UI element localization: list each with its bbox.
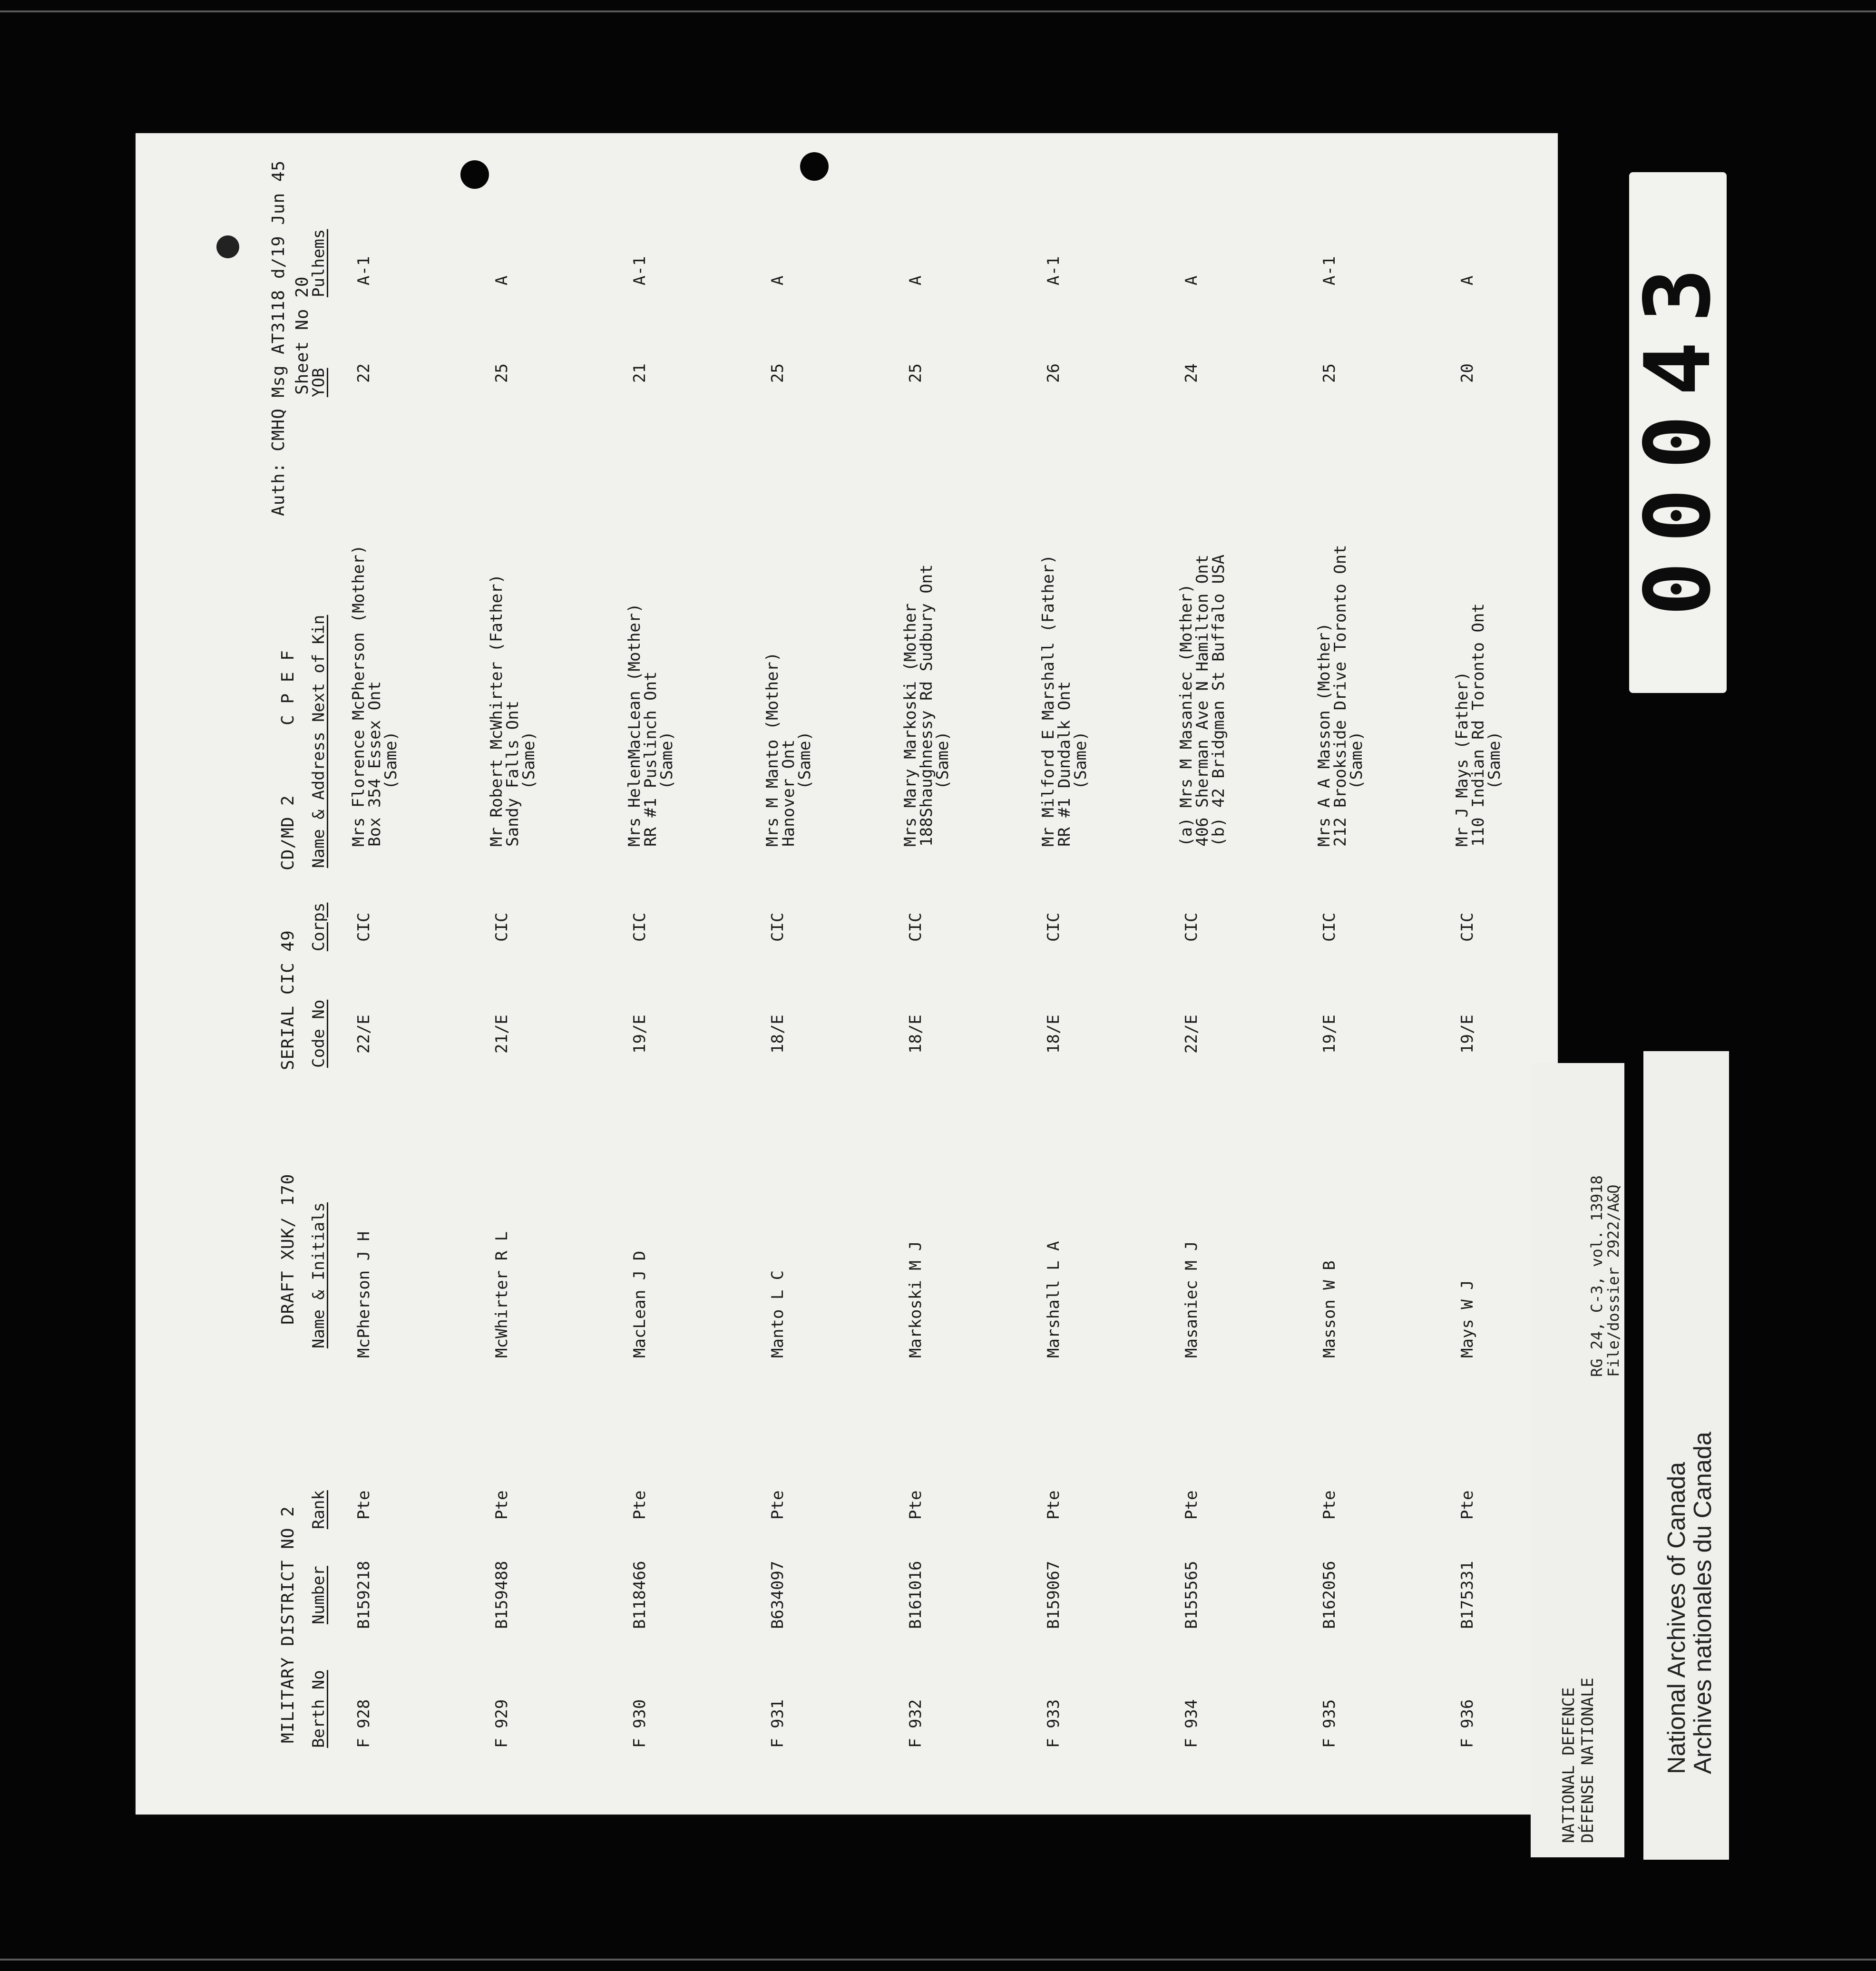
nok-line: Mrs Mary Markoski (Mother [901, 603, 920, 847]
punch-hole [460, 160, 489, 189]
nok-cell [1040, 555, 1089, 847]
col-code: Code No [309, 999, 328, 1068]
cd-md: CD/MD 2 [278, 795, 298, 870]
pulhems-cell: A-1 [1044, 256, 1063, 285]
yob-cell: 25 [768, 363, 787, 383]
corps-cell: CIC [768, 912, 787, 942]
yob-cell: 22 [354, 363, 373, 383]
nok-line: Sandy Falls Ont [503, 700, 522, 847]
name-cell: McPherson J H [354, 1231, 373, 1358]
pulhems-cell: A [1182, 275, 1201, 285]
serial-number: SERIAL CIC 49 [278, 930, 298, 1070]
nok-cell [902, 564, 951, 847]
yob-cell: 21 [630, 363, 649, 383]
archives-label [1643, 1051, 1729, 1860]
corps-cell: CIC [1320, 912, 1339, 942]
code-cell: 18/E [1044, 1015, 1063, 1054]
name-cell: Manto L C [768, 1270, 787, 1358]
nok-line: 212 Brookside Drive Toronto Ont [1331, 545, 1350, 847]
sheet-number: Sheet No 20 [293, 276, 312, 395]
yob-cell: 24 [1182, 363, 1201, 383]
nok-line: (Same) [519, 731, 538, 790]
col-nok: Name & Address Next of Kin [309, 615, 328, 868]
nok-cell [489, 574, 537, 847]
rank-cell: Pte [906, 1490, 925, 1520]
corps-cell: CIC [354, 912, 373, 942]
number-cell: B634097 [768, 1561, 787, 1629]
col-yob: YOB [309, 368, 328, 397]
berth-cell: F 936 [1458, 1699, 1477, 1748]
defence-line-1: NATIONAL DEFENCE [1559, 1687, 1578, 1843]
number-cell: B159067 [1044, 1561, 1063, 1629]
yob-cell: 20 [1458, 363, 1477, 383]
nok-cell [1454, 603, 1503, 847]
nok-line: (a) Mrs M Masaniec (Mother) [1177, 584, 1196, 847]
defence-ref-2: File/dossier 2922/A&Q [1604, 1184, 1622, 1377]
rank-cell: Pte [1044, 1490, 1063, 1520]
col-pulhems: Pulhems [309, 229, 328, 297]
corps-cell: CIC [1458, 912, 1477, 942]
name-cell: Mays W J [1458, 1280, 1477, 1358]
archives-line-1: National Archives of Canada [1663, 1462, 1690, 1774]
nok-line: Box 354 Essex Ont [365, 681, 384, 847]
nok-line: (b) 42 Bridgman St Buffalo USA [1209, 554, 1228, 847]
rank-cell: Pte [630, 1490, 649, 1520]
name-cell: Masaniec M J [1182, 1241, 1201, 1358]
name-cell: Marshall L A [1044, 1241, 1063, 1358]
punch-hole [216, 235, 239, 258]
nok-line: 188Shaughnessy Rd Sudbury Ont [917, 564, 936, 847]
yob-cell: 25 [1320, 363, 1339, 383]
film-edge-bottom [0, 1959, 1876, 1961]
corps-cell: CIC [906, 912, 925, 942]
berth-cell: F 933 [1044, 1699, 1063, 1748]
corps-cell: CIC [630, 912, 649, 942]
nok-line: Mrs Florence McPherson (Mother) [349, 545, 368, 847]
code-cell: 21/E [492, 1015, 511, 1054]
defence-line-2: DÉFENSE NATIONALE [1578, 1678, 1597, 1843]
cpef: C P E F [278, 650, 298, 725]
nok-cell [764, 652, 813, 847]
code-cell: 22/E [354, 1015, 373, 1054]
pulhems-cell: A [1458, 275, 1477, 285]
berth-cell: F 932 [906, 1699, 925, 1748]
code-cell: 19/E [1320, 1015, 1339, 1054]
nok-line: (Same) [795, 731, 814, 790]
rank-cell: Pte [1182, 1490, 1201, 1520]
nok-cell [351, 545, 399, 847]
number-cell: B155565 [1182, 1561, 1201, 1629]
col-number: Number [309, 1566, 328, 1624]
nok-line: Mr Milford E Marshall (Father) [1039, 554, 1058, 847]
col-corps: Corps [309, 902, 328, 951]
number-cell: B161016 [906, 1561, 925, 1629]
nok-line: (Same) [933, 731, 952, 790]
code-cell: 19/E [1458, 1015, 1477, 1054]
defence-label-text [1540, 1082, 1621, 1843]
nok-line: (Same) [657, 731, 676, 790]
nok-cell [1178, 555, 1227, 847]
nok-line: Mrs M Manto (Mother) [763, 652, 782, 847]
nok-line: Mrs A A Masson (Mother) [1315, 623, 1334, 847]
name-cell: Masson W B [1320, 1260, 1339, 1358]
nok-cell [1316, 545, 1365, 847]
code-cell: 18/E [906, 1015, 925, 1054]
corps-cell: CIC [1182, 912, 1201, 942]
rank-cell: Pte [354, 1490, 373, 1520]
nok-line: Hanover Ont [779, 739, 798, 847]
number-cell: B159218 [354, 1561, 373, 1629]
frame-number: 00043 [1625, 249, 1730, 616]
number-cell: B159488 [492, 1561, 511, 1629]
nok-line: (Same) [381, 731, 401, 790]
nok-line: RR #1 Dundalk Ont [1055, 681, 1074, 847]
archives-line-2: Archives nationales du Canada [1689, 1432, 1717, 1774]
film-edge-top [0, 10, 1876, 12]
pulhems-cell: A [906, 275, 925, 285]
pulhems-cell: A [492, 275, 511, 285]
pulhems-cell: A-1 [630, 256, 649, 285]
nok-line: 406 Sherman Ave N Hamilton Ont [1193, 554, 1212, 847]
code-cell: 22/E [1182, 1015, 1201, 1054]
berth-cell: F 929 [492, 1699, 511, 1748]
number-cell: B175331 [1458, 1561, 1477, 1629]
draft-number: DRAFT XUK/ 170 [278, 1173, 298, 1325]
pulhems-cell: A-1 [1320, 256, 1339, 285]
nok-line: (Same) [1485, 731, 1504, 790]
name-cell: Markoski M J [906, 1241, 925, 1358]
berth-cell: F 928 [354, 1699, 373, 1748]
berth-cell: F 930 [630, 1699, 649, 1748]
nok-line: (Same) [1071, 731, 1090, 790]
draft-sheet-content [136, 133, 1558, 1815]
number-cell: B118466 [630, 1561, 649, 1629]
code-cell: 19/E [630, 1015, 649, 1054]
yob-cell: 25 [492, 363, 511, 383]
corps-cell: CIC [492, 912, 511, 942]
nok-line: (Same) [1347, 731, 1366, 790]
name-cell: MacLean J D [630, 1250, 649, 1358]
pulhems-cell: A-1 [354, 256, 373, 285]
nok-line: Mr Robert McWhirter (Father) [487, 574, 506, 847]
punch-hole [800, 152, 829, 181]
district-title: MILITARY DISTRICT NO 2 [278, 1506, 298, 1743]
defence-ref-1: RG 24, C-3, vol. 13918 [1588, 1175, 1606, 1377]
number-cell: B162056 [1320, 1561, 1339, 1629]
defence-label [1531, 1063, 1624, 1857]
auth-reference: Auth: CMHQ Msg AT3118 d/19 Jun 45 [269, 160, 288, 516]
rank-cell: Pte [768, 1490, 787, 1520]
pulhems-cell: A [768, 275, 787, 285]
frame-number-card [1625, 172, 1730, 693]
nok-line: RR #1 Puslinch Ont [641, 671, 660, 847]
nok-cell [626, 603, 675, 847]
nok-line: 110 Indian Rd Toronto Ont [1469, 603, 1488, 847]
col-name: Name & Initials [309, 1202, 328, 1348]
yob-cell: 26 [1044, 363, 1063, 383]
nok-line: Mrs HelenMacLean (Mother) [625, 603, 644, 847]
corps-cell: CIC [1044, 912, 1063, 942]
col-rank: Rank [309, 1490, 328, 1529]
archives-label-text [1658, 1061, 1729, 1774]
berth-cell: F 931 [768, 1699, 787, 1748]
rank-cell: Pte [1320, 1490, 1339, 1520]
nok-line: Mr J Mays (Father) [1453, 671, 1472, 847]
berth-cell: F 935 [1320, 1699, 1339, 1748]
rank-cell: Pte [492, 1490, 511, 1520]
draft-sheet [136, 133, 1558, 1815]
name-cell: McWhirter R L [492, 1231, 511, 1358]
code-cell: 18/E [768, 1015, 787, 1054]
col-berth: Berth No [309, 1670, 328, 1748]
rank-cell: Pte [1458, 1490, 1477, 1520]
berth-cell: F 934 [1182, 1699, 1201, 1748]
yob-cell: 25 [906, 363, 925, 383]
